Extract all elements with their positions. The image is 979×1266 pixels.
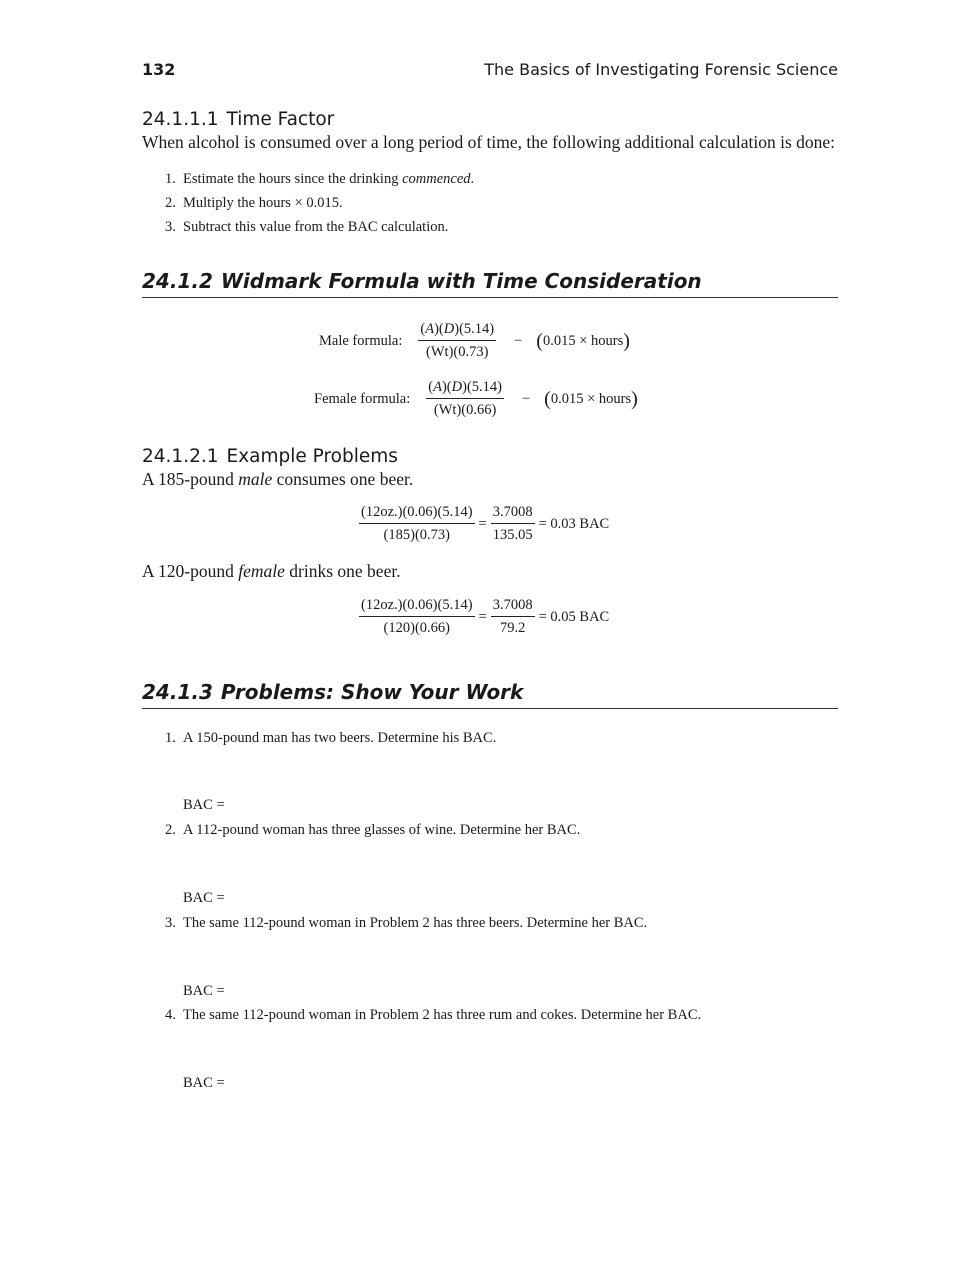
section-title: Problems: Show Your Work [220,680,524,704]
widmark-heading [142,269,838,298]
male-formula: Male formula: $\frac{(A)(D)(5.14)}{(Wt)(0.73)}$ − ( 0.015 × hours ) [319,321,630,360]
section-title: Example Problems [226,446,398,467]
minus-sign: − [514,332,523,349]
section-number: 24.1.2.1 [142,446,219,467]
section-number: 24.1.3 [142,680,213,704]
formula-label: Male formula: [319,332,403,349]
problems-heading [142,680,838,709]
denominator: 135.05 [492,527,533,543]
list-item [165,219,448,236]
example-2-equation [355,597,609,637]
denominator: (120)(0.66) [383,620,450,636]
list-text: . [470,171,475,187]
list-emphasis: commenced [402,171,471,187]
fraction [491,597,535,637]
numerator: 3.7008 [491,597,535,617]
list-number: 2. [165,822,176,838]
denominator: (185)(0.73) [383,527,450,543]
emphasis: male [238,469,273,489]
list-text: Estimate the hours since the drinking [183,171,403,187]
example-1-equation [355,504,609,544]
emphasis: female [238,561,285,581]
problem-item [165,1007,701,1024]
list-text: Subtract this value from the BAC calculation. [183,219,449,235]
problem-text: A 112-pound woman has three glasses of wine. Determine her BAC. [183,822,581,838]
denominator: 79.2 [499,620,526,636]
numerator: (A)(D)(5.14) [426,379,504,399]
list-item [165,195,343,212]
time-factor-heading [142,109,334,130]
minus-sign: − [521,390,531,407]
denominator: (Wt)(0.66) [433,402,497,418]
problem-item [165,730,496,747]
list-number: 3. [165,219,176,235]
example-1-text: A 185-pound male consumes one beer. [142,469,414,489]
problem-item [165,915,647,932]
problem-text: A 150-pound man has two beers. Determine his BAC. [183,730,497,746]
problem-text: The same 112-pound woman in Problem 2 has three beers. Determine her BAC. [183,915,648,931]
female-formula: Female formula: $\frac{(A)(D)(5.14)}{(Wt)(0.66)}$ − ( 0.015 × hours ) [314,379,638,418]
list-number: 2. [165,195,176,211]
formula-fraction [418,321,496,361]
numerator: (12oz.)(0.06)(5.14) [359,597,475,617]
numerator: (12oz.)(0.06)(5.14) [359,504,475,524]
problem-text: The same 112-pound woman in Problem 2 has three rum and cokes. Determine her BAC. [183,1007,702,1023]
section-title: Widmark Formula with Time Consideration [220,269,702,293]
section-number: 24.1.1.1 [142,109,219,130]
fraction [359,504,475,544]
formula-label: Female formula: [314,390,411,407]
answer-label: BAC = [183,797,225,813]
section-number: 24.1.2 [142,269,213,293]
example-2-text: A 120-pound female drinks one beer. [142,561,401,581]
page-number: 132 [142,60,176,79]
answer-label: BAC = [183,1075,225,1091]
equals-sign: = [478,515,487,532]
fraction [491,504,535,544]
fraction [359,597,475,637]
list-number: 3. [165,915,176,931]
list-item [165,171,474,188]
denominator: (Wt)(0.73) [426,344,489,360]
section-title: Time Factor [226,109,335,130]
list-number: 4. [165,1007,176,1023]
numerator: (A)(D)(5.14) [418,321,496,341]
answer-label: BAC = [183,890,225,906]
result: = 0.03 BAC [538,515,610,532]
formula-fraction [426,379,504,419]
numerator: 3.7008 [491,504,535,524]
list-number: 1. [165,171,176,187]
time-factor-intro: When alcohol is consumed over a long period of time, the following additional calculation is done: [142,132,836,152]
list-number: 1. [165,730,176,746]
time-term: 0.015 × hours [550,390,632,407]
answer-label: BAC = [183,983,225,999]
problem-item [165,822,580,839]
list-text: Multiply the hours × 0.015. [183,195,343,211]
time-term: 0.015 × hours [542,332,624,349]
result: = 0.05 BAC [538,608,610,625]
examples-heading [142,446,398,467]
equals-sign: = [478,608,487,625]
running-head: The Basics of Investigating Forensic Science [484,60,838,79]
